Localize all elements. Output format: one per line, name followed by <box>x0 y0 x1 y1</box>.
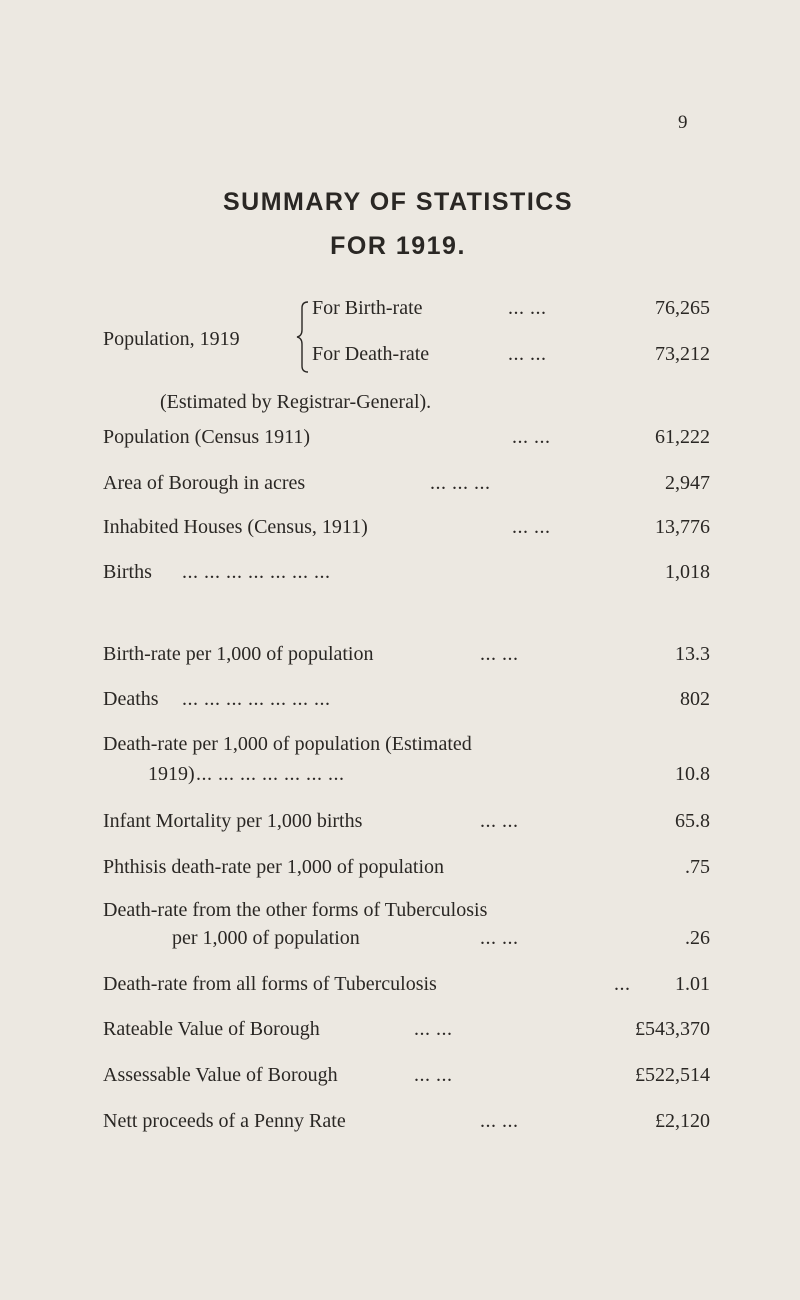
row-label: Infant Mortality per 1,000 births <box>103 810 363 832</box>
row-dots: ... ... <box>480 927 519 949</box>
row-dots: ... ... <box>480 1110 519 1132</box>
row-dots: ... ... <box>480 643 519 665</box>
row-label: Assessable Value of Borough <box>103 1064 338 1086</box>
row-value: .75 <box>685 856 710 878</box>
row-label: Phthisis death-rate per 1,000 of population <box>103 856 445 878</box>
row-dots: ... ... ... ... ... ... ... <box>182 688 331 710</box>
title-line-1: SUMMARY OF STATISTICS <box>222 188 574 216</box>
row-label: Death-rate per 1,000 of population (Estimated <box>103 733 472 755</box>
death-rate-population-value: 73,212 <box>655 343 710 365</box>
death-rate-population-dots: ... ... <box>508 343 547 365</box>
row-dots: ... ... <box>512 516 551 538</box>
row-label: Population (Census 1911) <box>103 426 311 448</box>
row-value: £543,370 <box>635 1018 710 1040</box>
birth-rate-population-label: For Birth-rate <box>312 297 423 319</box>
row-value: £522,514 <box>635 1064 710 1086</box>
row-value: 61,222 <box>655 426 710 448</box>
row-label: Rateable Value of Borough <box>103 1018 320 1040</box>
row-label-continued: per 1,000 of population <box>172 927 360 949</box>
row-value: 65.8 <box>675 810 710 832</box>
death-rate-population-label: For Death-rate <box>312 343 430 365</box>
row-value: 2,947 <box>665 472 710 494</box>
row-dots: ... ... <box>414 1064 453 1086</box>
estimated-note: (Estimated by Registrar-General). <box>160 391 432 413</box>
row-dots: ... ... ... <box>430 472 491 494</box>
row-value: 802 <box>680 688 710 710</box>
row-dots: ... ... <box>414 1018 453 1040</box>
row-label: Death-rate from all forms of Tuberculosis <box>103 973 437 995</box>
row-value: £2,120 <box>655 1110 710 1132</box>
birth-rate-population-dots: ... ... <box>508 297 547 319</box>
row-dots: ... ... <box>512 426 551 448</box>
row-label: Deaths <box>103 688 159 710</box>
row-label: Nett proceeds of a Penny Rate <box>103 1110 346 1132</box>
row-dots: ... ... ... ... ... ... ... <box>196 763 345 785</box>
row-label: Inhabited Houses (Census, 1911) <box>103 516 368 538</box>
row-label: Birth-rate per 1,000 of population <box>103 643 374 665</box>
population-1919-label: Population, 1919 <box>103 328 240 350</box>
row-value: 1,018 <box>665 561 710 583</box>
row-label: Births <box>103 561 152 583</box>
row-value: 10.8 <box>675 763 710 785</box>
row-dots: ... ... <box>480 810 519 832</box>
brace-icon <box>296 300 310 374</box>
title-line-2: FOR 1919. <box>330 232 466 260</box>
row-value: 13.3 <box>675 643 710 665</box>
row-label: Death-rate from the other forms of Tuberculosis <box>103 899 488 921</box>
page-number: 9 <box>678 112 688 133</box>
row-value: 1.01 <box>675 973 710 995</box>
row-label: Area of Borough in acres <box>103 472 306 494</box>
row-label-continued: 1919) <box>148 763 195 785</box>
row-value: 13,776 <box>655 516 710 538</box>
birth-rate-population-value: 76,265 <box>655 297 710 319</box>
row-dots: ... ... ... ... ... ... ... <box>182 561 331 583</box>
row-value: .26 <box>685 927 710 949</box>
row-dots: ... <box>614 973 631 995</box>
